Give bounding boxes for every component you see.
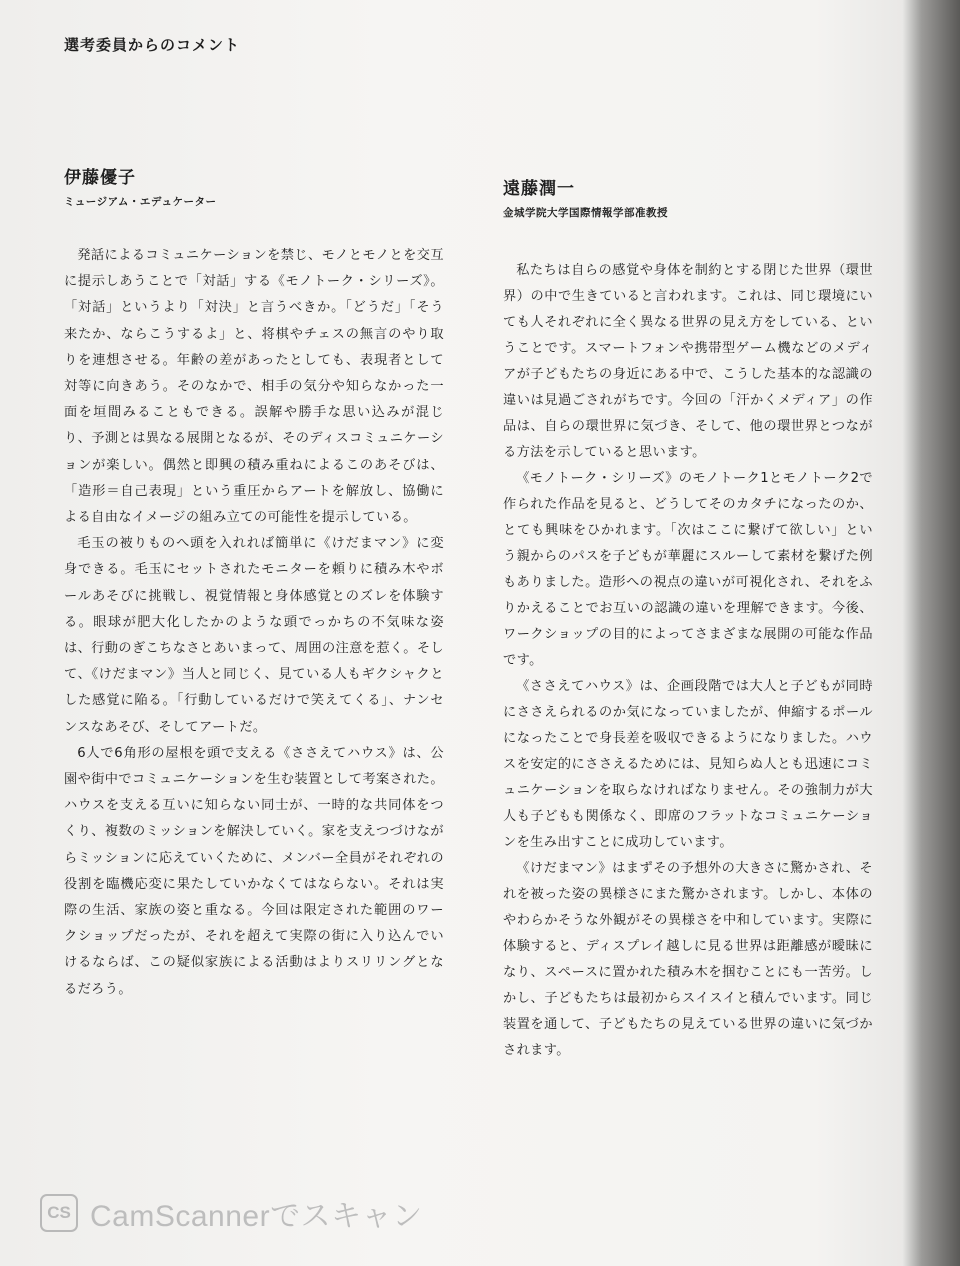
comment-body bbox=[64, 243, 444, 1003]
camscanner-watermark bbox=[40, 1191, 423, 1235]
paragraph: 《ささえてハウス》は、企画段階では大人と子どもが同時にささえられるのか気になっていましたが、伸縮するポールになったことで身長差を吸収できるようになりました。ハウスを安定的にささえるためには、見知らぬ人とも迅速にコミュニケーションを取らなければなりません。その強制力が大人も子どもも関係なく、即席のフラットなコミュニケーションを生み出すことに成功しています。 bbox=[503, 679, 873, 850]
author-name: 遠藤潤一 bbox=[503, 179, 575, 199]
paragraph: 《けだまマン》はまずその予想外の大きさに驚かされ、それを被った姿の異様さにまた驚かされます。しかし、本体のやわらかそうな外観がその異様さを中和しています。実際に体験すると、ディスプレイ越しに見る世界は距離感が曖昧になり、スペースに置かれた積み木を掴むことにも一苦労。しかし、子どもたちは最初からスイスイと積んでいます。同じ装置を通して、子どもたちの見えている世界の違いに気づかされます。 bbox=[503, 861, 873, 1058]
paragraph: 私たちは自らの感覚や身体を制約とする閉じた世界（環世界）の中で生きていると言われます。これは、同じ環境にいても人それぞれに全く異なる世界の見え方をしている、ということです。スマートフォンや携帯型ゲーム機などのメディアが子どもたちの身近にある中で、こうした基本的な認識の違いは見過ごされがちです。今回の「汗かくメディア」の作品は、自らの環世界に気づき、そして、他の環世界とつながる方法を示していると思います。 bbox=[503, 263, 873, 460]
paragraph: 6人で6角形の屋根を頭で支える《ささえてハウス》は、公園や街中でコミュニケーションを生む装置として考案された。ハウスを支える互いに知らない同士が、一時的な共同体をつくり、複数のミッションを解決していく。家を支えつづけながらミッションに応えていくために、メンバー全員がそれぞれの役割を臨機応変に果たしていかなくてはならない。それは実際の生活、家族の姿と重なる。今回は限定された範囲のワークショップだったが、それを超えて実際の街に入り込んでいけるならば、この疑似家族による活動はよりスリリングとなるだろう。 bbox=[64, 745, 444, 997]
author-role: ミュージアム・エデュケーター bbox=[64, 196, 217, 208]
comment-body bbox=[503, 258, 873, 1064]
comment-column-right bbox=[503, 174, 873, 1064]
paragraph: 発話によるコミュニケーションを禁じ、モノとモノとを交互に提示しあうことで「対話」する《モノトーク・シリーズ》。「対話」というより「対決」と言うべきか。「どうだ」「そう来たか、ならこうするよ」と、将棋やチェスの無言のやり取りを連想させる。年齢の差があったとしても、表現者として対等に向きあう。そのなかで、相手の気分や知らなかった一面を垣間みることもできる。誤解や勝手な思い込みが混じり、予測とは異なる展開となるが、そのディスコミュニケーションが楽しい。偶然と即興の積み重ねによるこのあそびは、「造形＝自己表現」という重圧からアートを解放し、協働による自由なイメージの組み立ての可能性を提示している。 bbox=[64, 248, 444, 526]
paragraph: 毛玉の被りものへ頭を入れれば簡単に《けだまマン》に変身できる。毛玉にセットされたモニターを頼りに積み木やボールあそびに挑戦し、視覚情報と身体感覚とのズレを体験する。眼球が肥大化したかのような頭でっかちの不気味な姿は、行動のぎこちなさとあいまって、周囲の注意を惹く。そして、《けだまマン》当人と同じく、見ている人もギクシャクとした感覚に陥る。「行動しているだけで笑えてくる」、ナンセンスなあそび、そしてアートだ。 bbox=[64, 536, 444, 735]
author-role: 金城学院大学国際情報学部准教授 bbox=[503, 207, 668, 219]
section-title: 選考委員からのコメント bbox=[64, 36, 241, 54]
author-name: 伊藤優子 bbox=[64, 168, 136, 188]
camscanner-logo-icon: CS bbox=[40, 1194, 78, 1232]
watermark-text: CamScannerでスキャン bbox=[90, 1200, 423, 1233]
paragraph: 《モノトーク・シリーズ》のモノトーク1とモノトーク2で作られた作品を見ると、どうしてそのカタチになったのか、とても興味をひかれます。「次はここに繋げて欲しい」という親からのパスを子どもが華麗にスルーして素材を繋げた例もありました。造形への視点の違いが可視化され、それをふりかえることでお互いの認識の違いを理解できます。今後、ワークショップの目的によってさまざまな展開の可能な作品です。 bbox=[503, 471, 873, 668]
comment-column-left bbox=[64, 163, 444, 1003]
